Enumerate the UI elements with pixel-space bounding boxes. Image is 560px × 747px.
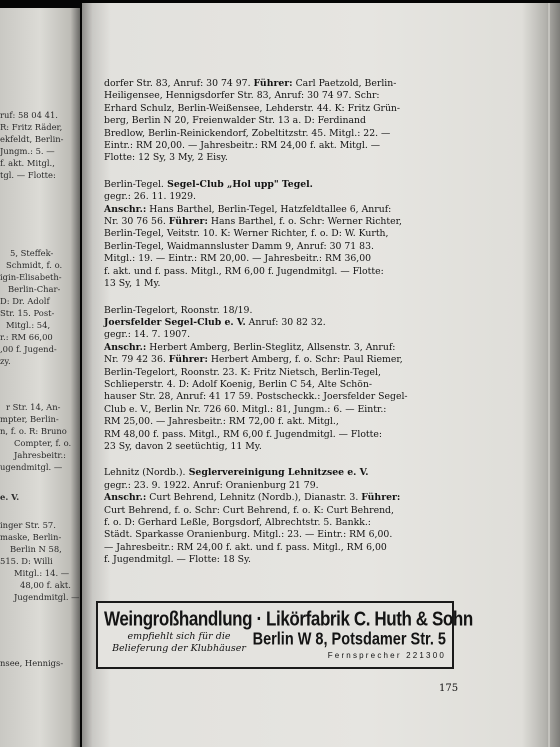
club-entry (104, 467, 442, 566)
left-page-line: 5, Steffek- (10, 248, 54, 258)
entry-text: f. o. D: Gerhard Leßle, Borgsdorf, Albrechtstr. 5. Bankk.: (104, 517, 371, 528)
entry-text: Bredlow, Berlin-Reinickendorf, Zobeltitzstr. 45. Mitgl.: 22. — (104, 127, 391, 139)
entry-line (104, 542, 442, 554)
left-page-line: n, f. o. R: Bruno (0, 426, 67, 436)
entry-line (104, 103, 442, 115)
left-page-line: Berlin-Char- (8, 284, 61, 294)
entry-line (104, 529, 442, 541)
left-page-line: zy. (0, 356, 11, 366)
entry-text: Heiligensee, Hennigsdorfer Str. 83, Anruf: 30 74 97. Schr: (104, 90, 380, 102)
entry-text: Curt Behrend, f. o. Schr: Curt Behrend, f. o. K: Curt Behrend, (104, 504, 394, 516)
entry-text: Roonstr. 18/19. (177, 304, 253, 316)
left-page-line: Mitgl.: 14. — (14, 568, 70, 578)
entry-text: f. Jugendmitgl. — Flotte: 18 Sy. (104, 554, 251, 566)
entry-text: RM 48,00 f. pass. Mitgl., RM 6,00 f. Jugendmitgl. — Flotte: (104, 428, 383, 440)
entry-line (104, 216, 442, 228)
entry-line (104, 554, 442, 566)
ad-address: Berlin W 8, Potsdamer Str. 5 (252, 630, 446, 650)
entry-text: Berlin-Tegel, Veitstr. 10. K: Werner Richter, f. o. D: W. Kurth, (104, 228, 389, 240)
entry-line (104, 317, 442, 329)
entry-line (104, 517, 442, 529)
left-page-line: ruf: 58 04 41. (0, 110, 58, 120)
ad-phone: Fernsprecher 221300 (327, 651, 446, 660)
entry-line (104, 467, 442, 479)
entry-text: Curt Behrend, Lehnitz (Nordb.), Dianastr. 3. (146, 492, 362, 504)
entry-label: Führer: (168, 216, 208, 228)
entry-place: Berlin-Tegelort, (104, 304, 178, 316)
advertisement (96, 601, 473, 669)
left-page-line: igin-Elisabeth- (0, 272, 62, 282)
entry-club-name: Seglervereinigung Lehnitzsee e. V. (185, 467, 369, 479)
left-page-line: Compter, f. o. (14, 438, 72, 448)
left-page-line: Str. 15. Post- (0, 308, 55, 318)
entry-line (104, 416, 442, 428)
entry-text: — Jahresbeitr.: RM 24,00 f. akt. und f. pass. Mitgl., RM 6,00 (104, 541, 387, 553)
left-page-line: ugendmitgl. — (0, 462, 63, 472)
entry-text: berg, Berlin N 20, Freienwalder Str. 13 a. D: Ferdinand (104, 115, 366, 127)
left-page-line: ekfeldt, Berlin- (0, 134, 64, 144)
entry-text: Berlin-Tegelort, Roonstr. 23. K: Fritz Nietsch, Berlin-Tegel, (104, 366, 381, 378)
entry-text: 23 Sy, davon 2 seetüchtig, 11 My. (104, 440, 262, 452)
left-page-line: r Str. 14, An- (6, 402, 61, 412)
page-number: 175 (439, 683, 459, 694)
left-page-line: r.: RM 66,00 (0, 332, 53, 342)
entry-text: Anruf: 30 82 32. (245, 316, 326, 328)
entry-text: Hans Barthel, Berlin-Tegel, Hatzfeldtallee 6, Anruf: (146, 203, 392, 215)
left-page-line: mpter, Berlin- (0, 414, 59, 424)
entry-line (104, 429, 442, 441)
club-entry (104, 78, 442, 165)
entry-club-name: Segel-Club „Hol upp" Tegel. (163, 178, 313, 190)
left-page-line: 48,00 f. akt. (20, 580, 71, 590)
entry-line (104, 128, 442, 140)
entry-line (104, 342, 442, 354)
entry-line (104, 204, 442, 216)
entry-text: dorfer Str. 83, Anruf: 30 74 97. (104, 78, 254, 89)
left-page-line: e. V. (0, 492, 20, 502)
left-page-line: ,00 f. Jugend- (0, 344, 57, 354)
ad-slogan: empfiehlt sich für die Belieferung der Klubhäuser (112, 631, 246, 654)
entry-line (104, 480, 442, 492)
entry-heading: Anschr.: (104, 203, 147, 215)
left-page-line: Schmidt, f. o. (6, 260, 63, 270)
entry-line (104, 391, 442, 403)
entry-label: Führer: (253, 78, 293, 89)
club-entry (104, 305, 442, 454)
entry-line (104, 241, 442, 253)
left-page-line: R: Fritz Räder, (0, 122, 63, 132)
entry-line (104, 505, 442, 517)
entry-text: hauser Str. 28, Anruf: 41 17 59. Postscheckk.: Joersfelder Segel- (104, 391, 408, 403)
entry-text: Nr. 79 42 36. (104, 354, 169, 366)
entry-text: 13 Sy, 1 My. (104, 278, 161, 290)
left-page-line: Jungm.: 5. — (0, 146, 55, 156)
right-page (82, 3, 560, 747)
left-page-line: tgl. — Flotte: (0, 170, 56, 180)
left-page (0, 8, 80, 747)
entry-line (104, 305, 442, 317)
entry-text: gegr.: 14. 7. 1907. (104, 329, 191, 341)
entry-line (104, 278, 442, 290)
entry-line (104, 253, 442, 265)
left-page-line: f. akt. Mitgl., (0, 158, 55, 168)
left-page-line: nsee, Hennigs- (0, 658, 64, 668)
entry-text: Eintr.: RM 20,00. — Jahresbeitr.: RM 24,00 f. akt. Mitgl. — (104, 140, 381, 152)
entry-text: f. akt. und f. pass. Mitgl., RM 6,00 f. Jugendmitgl. — Flotte: (104, 265, 384, 277)
left-page-line: Mitgl.: 54, (6, 320, 51, 330)
entry-text: Schlieperstr. 4. D: Adolf Koenig, Berlin C 54, Alte Schön- (104, 378, 373, 390)
entry-heading: Anschr.: (104, 492, 147, 504)
entry-text: Flotte: 12 Sy, 3 My, 2 Eisy. (104, 152, 228, 164)
entry-line (104, 354, 442, 366)
entry-line (104, 140, 442, 152)
entry-text: Hans Barthel, f. o. Schr: Werner Richter, (207, 216, 403, 228)
entry-line (104, 379, 442, 391)
entry-line (104, 152, 442, 164)
entry-text: Städt. Sparkasse Oranienburg. Mitgl.: 23. — Eintr.: RM 6,00. (104, 529, 393, 541)
left-page-line: Jahresbeitr.: (14, 450, 66, 460)
entry-text: Nr. 30 76 56. (104, 216, 169, 228)
left-page-line: Berlin N 58, (10, 544, 62, 554)
left-page-line: 515. D: Willi (0, 556, 53, 566)
entry-line (104, 191, 442, 203)
entry-place: Berlin-Tegel. (104, 178, 164, 190)
entry-line (104, 329, 442, 341)
entry-text: Herbert Amberg, f. o. Schr: Paul Riemer, (207, 354, 403, 366)
page-text (104, 78, 442, 567)
left-page-line: Jugendmitgl. — (14, 592, 80, 602)
entry-text: gegr.: 26. 11. 1929. (104, 191, 196, 203)
entry-text: Herbert Amberg, Berlin-Steglitz, Allsenstr. 3, Anruf: (146, 341, 396, 353)
entry-line (104, 492, 442, 504)
entry-line (104, 441, 442, 453)
entry-text: gegr.: 23. 9. 1922. Anruf: Oranienburg 21 79. (104, 479, 319, 491)
entry-line (104, 78, 442, 90)
club-entry (104, 179, 442, 291)
ad-title: Weingroßhandlung · Likörfabrik C. Huth & Sohn (104, 607, 473, 631)
entry-label: Führer: (361, 492, 401, 504)
entry-text: Erhard Schulz, Berlin-Weißensee, Lehderstr. 44. K: Fritz Grün- (104, 102, 401, 114)
entry-label: Führer: (168, 354, 208, 366)
entry-line (104, 179, 442, 191)
entry-line (104, 115, 442, 127)
left-page-line: inger Str. 57. (0, 520, 56, 530)
entry-text: Club e. V., Berlin Nr. 726 60. Mitgl.: 81, Jungm.: 6. — Eintr.: (104, 403, 387, 415)
entry-text: RM 25,00. — Jahresbeitr.: RM 72,00 f. akt. Mitgl., (104, 416, 339, 428)
entry-place: Lehnitz (Nordb.). (104, 467, 186, 479)
left-page-line: D: Dr. Adolf (0, 296, 50, 306)
entry-line (104, 228, 442, 240)
entry-line (104, 266, 442, 278)
entry-line (104, 90, 442, 102)
entry-line (104, 367, 442, 379)
entry-heading: Joersfelder Segel-Club e. V. (104, 316, 246, 328)
entry-text: Carl Paetzold, Berlin- (292, 78, 397, 89)
entry-line (104, 404, 442, 416)
entry-heading: Anschr.: (104, 341, 147, 353)
entry-text: Berlin-Tegel, Waidmannsluster Damm 9, Anruf: 30 71 83. (104, 240, 374, 252)
entry-text: Mitgl.: 19. — Eintr.: RM 20,00. — Jahresbeitr.: RM 36,00 (104, 253, 372, 265)
left-page-line: maske, Berlin- (0, 532, 62, 542)
